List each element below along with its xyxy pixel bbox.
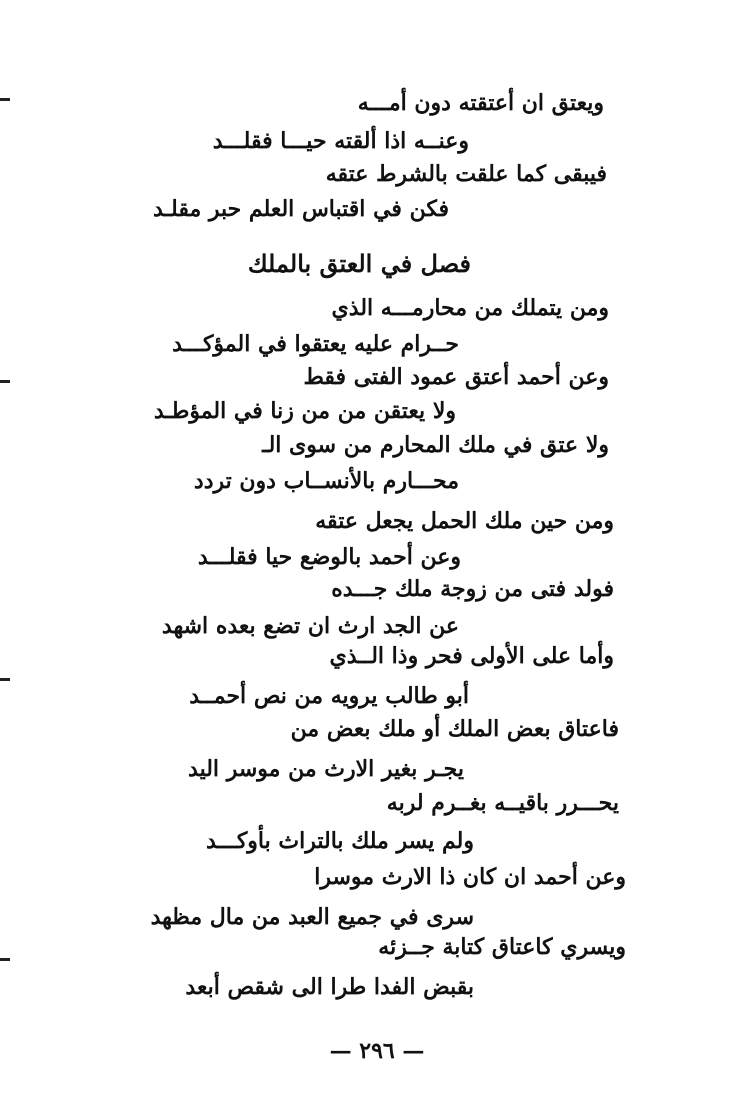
- scan-edge-mark: [0, 380, 10, 383]
- verse-line: ومن حين ملك الحمل يجعل عتقه: [315, 508, 614, 534]
- verse-line: ولم يسر ملك بالتراث بأوكـــد: [205, 828, 474, 854]
- verse-line: عن الجد ارث ان تضع بعده اشهد: [161, 613, 459, 639]
- section-heading: فصل في العتق بالملك: [247, 249, 471, 278]
- verse-line: فولد فتى من زوجة ملك جـــده: [331, 576, 614, 602]
- scan-edge-mark: [0, 98, 10, 101]
- verse-line: فاعتاق بعض الملك أو ملك بعض من: [290, 716, 619, 742]
- verse-line: بقبض الفدا طرا الى شقص أبعد: [185, 974, 474, 1000]
- verse-line: أبو طالب يرويه من نص أحمــد: [189, 683, 469, 709]
- verse-line: ولا يعتقن من من زنا في المؤطـد: [153, 398, 456, 424]
- verse-line: فكن في اقتباس العلم حبر مقلـد: [153, 196, 449, 222]
- verse-line: محـــارم بالأنســاب دون تردد: [193, 468, 459, 494]
- verse-line: يحـــرر باقيــه بغــرم لربه: [386, 790, 619, 816]
- verse-line: فيبقى كما علقت بالشرط عتقه: [325, 161, 607, 187]
- verse-line: سرى في جميع العبد من مال مظهد: [150, 904, 474, 930]
- verse-line: ومن يتملك من محارمـــه الذي: [331, 295, 609, 321]
- verse-line: وعنــه اذا ألقته حيـــا فقلـــد: [212, 128, 469, 154]
- page-number: — ٢٩٦ —: [329, 1038, 425, 1064]
- verse-line: وعن أحمد بالوضع حيا فقلـــد: [197, 544, 461, 570]
- verse-line: وعن أحمد أعتق عمود الفتى فقط: [303, 364, 609, 390]
- verse-line: ولا عتق في ملك المحارم من سوى الـ: [262, 432, 609, 458]
- verse-line: حــرام عليه يعتقوا في المؤكـــد: [172, 331, 459, 357]
- verse-line: وعن أحمد ان كان ذا الارث موسرا: [314, 864, 626, 890]
- verse-line: ويسري كاعتاق كتابة جــزئه: [378, 934, 626, 960]
- verse-line: ويعتق ان أعتقته دون أمـــه: [357, 90, 604, 116]
- verse-line: يجـر بغير الارث من موسر اليد: [188, 756, 464, 782]
- verse-line: وأما على الأولى فحر وذا الــذي: [329, 643, 614, 669]
- scan-edge-mark: [0, 678, 10, 681]
- scan-edge-mark: [0, 958, 10, 961]
